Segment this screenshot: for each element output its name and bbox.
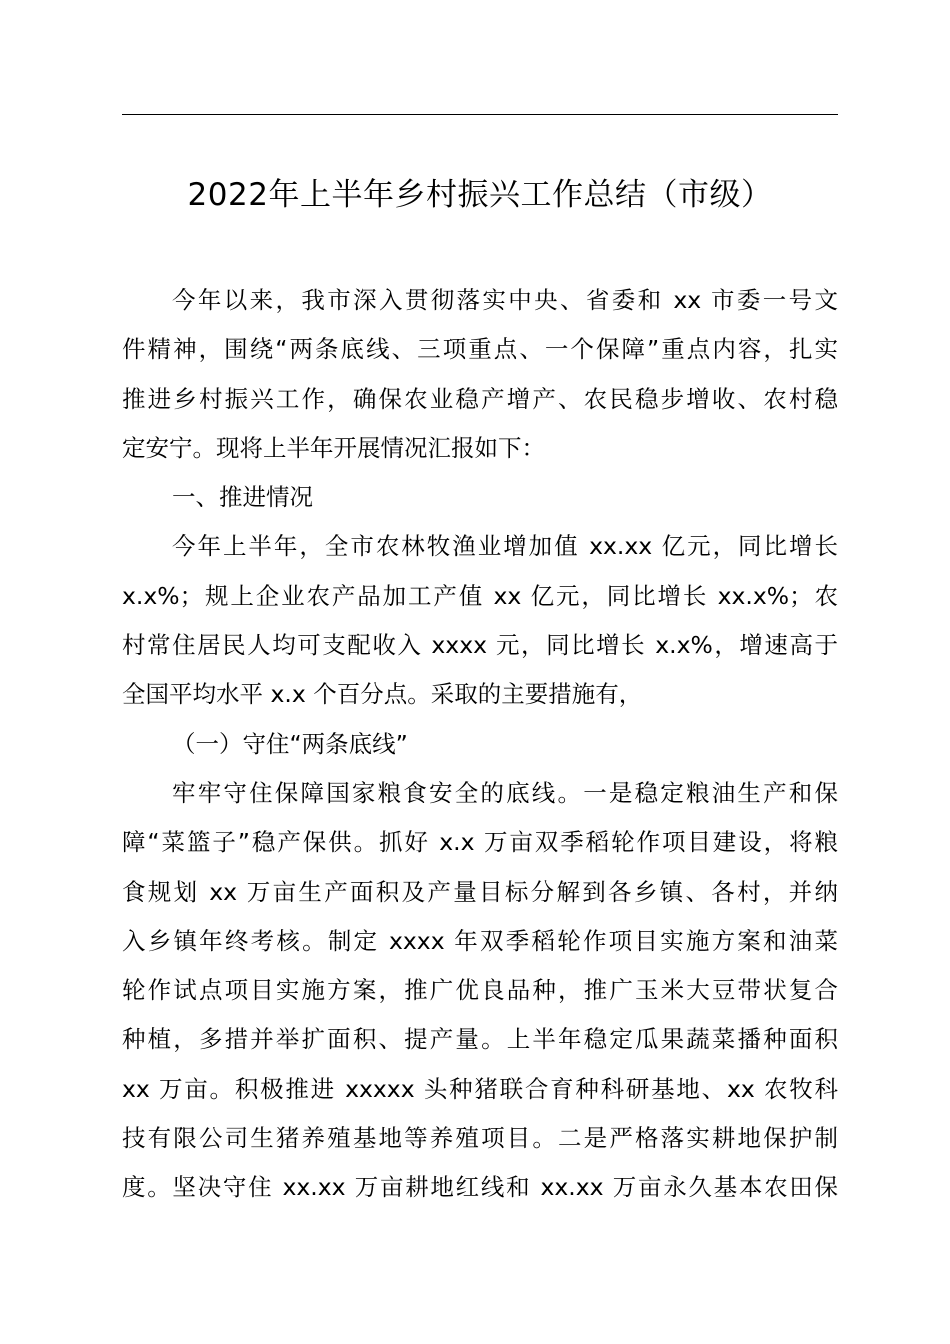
subsection-heading: （一）守住“两条底线” [172,729,408,758]
body-line: 度。坚决守住 xx.xx 万亩耕地红线和 xx.xx 万亩永久基本农田保 [122,1173,838,1202]
body-line: 障“菜篮子”稳产保供。抓好 x.x 万亩双季稻轮作项目建设，将粮 [122,828,838,857]
body-line: 件精神，围绕“两条底线、三项重点、一个保障”重点内容，扎实 [122,335,838,364]
header-rule [122,114,838,115]
body-line: 推进乡村振兴工作，确保农业稳产增产、农民稳步增收、农村稳 [122,384,838,413]
body-line: 全国平均水平 x.x 个百分点。采取的主要措施有， [122,680,643,709]
body-line: 轮作试点项目实施方案，推广优良品种，推广玉米大豆带状复合 [122,976,838,1005]
body-line: 牢牢守住保障国家粮食安全的底线。一是稳定粮油生产和保 [172,778,838,807]
body-line: 种植，多措并举扩面积、提产量。上半年稳定瓜果蔬菜播种面积 [122,1025,838,1054]
document-title: 2022年上半年乡村振兴工作总结（市级） [187,177,773,213]
body-line: 食规划 xx 万亩生产面积及产量目标分解到各乡镇、各村，并纳 [122,877,838,906]
body-line: 技有限公司生猪养殖基地等养殖项目。二是严格落实耕地保护制 [122,1124,838,1153]
body-line: 村常住居民人均可支配收入 xxxx 元，同比增长 x.x%，增速高于 [122,631,838,660]
body-line: 入乡镇年终考核。制定 xxxx 年双季稻轮作项目实施方案和油菜 [122,926,838,955]
body-line: 今年以来，我市深入贯彻落实中央、省委和 xx 市委一号文 [172,286,838,314]
document-body [122,276,838,1213]
section-heading: 一、推进情况 [172,483,313,512]
body-line: 定安宁。现将上半年开展情况汇报如下： [122,433,545,462]
body-line: xx 万亩。积极推进 xxxxx 头种猪联合育种科研基地、xx 农牧科 [122,1074,838,1103]
body-line: 今年上半年，全市农林牧渔业增加值 xx.xx 亿元，同比增长 [172,532,838,561]
body-line: x.x%；规上企业农产品加工产值 xx 亿元，同比增长 xx.x%；农 [122,581,838,610]
